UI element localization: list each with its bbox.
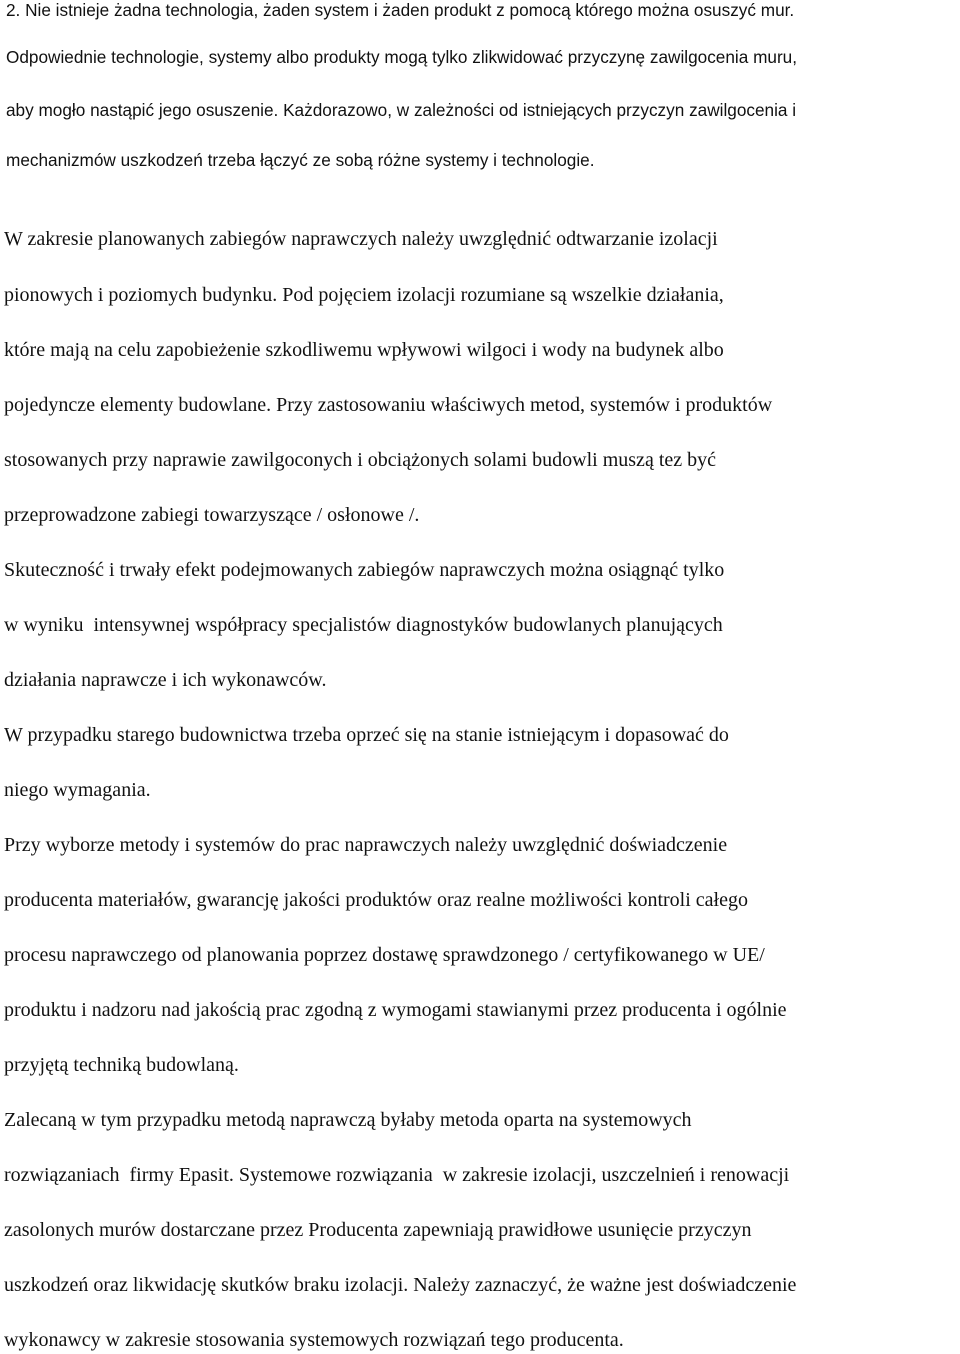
text-line: rozwiązaniach firmy Epasit. Systemowe rozwiązania w zakresie izolacji, uszczelnień i renowacji	[4, 1164, 790, 1186]
text-line: uszkodzeń oraz likwidację skutków braku izolacji. Należy zaznaczyć, że ważne jest doświadczenie	[4, 1274, 797, 1296]
text-line: w wyniku intensywnej współpracy specjalistów diagnostyków budowlanych planujących	[4, 614, 723, 636]
text-line: Skuteczność i trwały efekt podejmowanych zabiegów naprawczych można osiągnąć tylko	[4, 559, 725, 581]
text-line: Odpowiednie technologie, systemy albo produkty mogą tylko zlikwidować przyczynę zawilgocenia muru,	[6, 47, 798, 67]
text-line: Zalecaną w tym przypadku metodą naprawczą byłaby metoda oparta na systemowych	[4, 1109, 692, 1131]
text-line: przyjętą techniką budowlaną.	[4, 1054, 239, 1076]
text-line: które mają na celu zapobieżenie szkodliwemu wpływowi wilgoci i wody na budynek albo	[4, 339, 724, 361]
text-line: aby mogło nastąpić jego osuszenie. Każdorazowo, w zależności od istniejących przyczyn zawilgocenia i	[6, 100, 797, 120]
text-line: procesu naprawczego od planowania poprzez dostawę sprawdzonego / certyfikowanego w UE/	[4, 944, 765, 966]
text-line: zasolonych murów dostarczane przez Producenta zapewniają prawidłowe usunięcie przyczyn	[4, 1219, 752, 1241]
text-line: stosowanych przy naprawie zawilgoconych i obciążonych solami budowli muszą tez być	[4, 449, 717, 471]
text-line: działania naprawcze i ich wykonawców.	[4, 669, 327, 691]
text-line: W zakresie planowanych zabiegów naprawczych należy uwzględnić odtwarzanie izolacji	[4, 228, 718, 250]
text-line: mechanizmów uszkodzeń trzeba łączyć ze sobą różne systemy i technologie.	[6, 150, 595, 170]
text-line: 2. Nie istnieje żadna technologia, żaden system i żaden produkt z pomocą którego można osuszyć mur.	[6, 0, 795, 20]
text-line: przeprowadzone zabiegi towarzyszące / osłonowe /.	[4, 504, 420, 526]
text-line: wykonawcy w zakresie stosowania systemowych rozwiązań tego producenta.	[4, 1329, 624, 1351]
text-line: niego wymagania.	[4, 779, 151, 801]
text-line: produktu i nadzoru nad jakością prac zgodną z wymogami stawianymi przez producenta i ogólnie	[4, 999, 787, 1021]
text-line: producenta materiałów, gwarancję jakości produktów oraz realne możliwości kontroli całego	[4, 889, 748, 911]
text-line: pionowych i poziomych budynku. Pod pojęciem izolacji rozumiane są wszelkie działania,	[4, 284, 724, 306]
text-line: Przy wyborze metody i systemów do prac naprawczych należy uwzględnić doświadczenie	[4, 834, 728, 856]
text-line: pojedyncze elementy budowlane. Przy zastosowaniu właściwych metod, systemów i produktów	[4, 394, 773, 416]
text-line: W przypadku starego budownictwa trzeba oprzeć się na stanie istniejącym i dopasować do	[4, 724, 729, 746]
